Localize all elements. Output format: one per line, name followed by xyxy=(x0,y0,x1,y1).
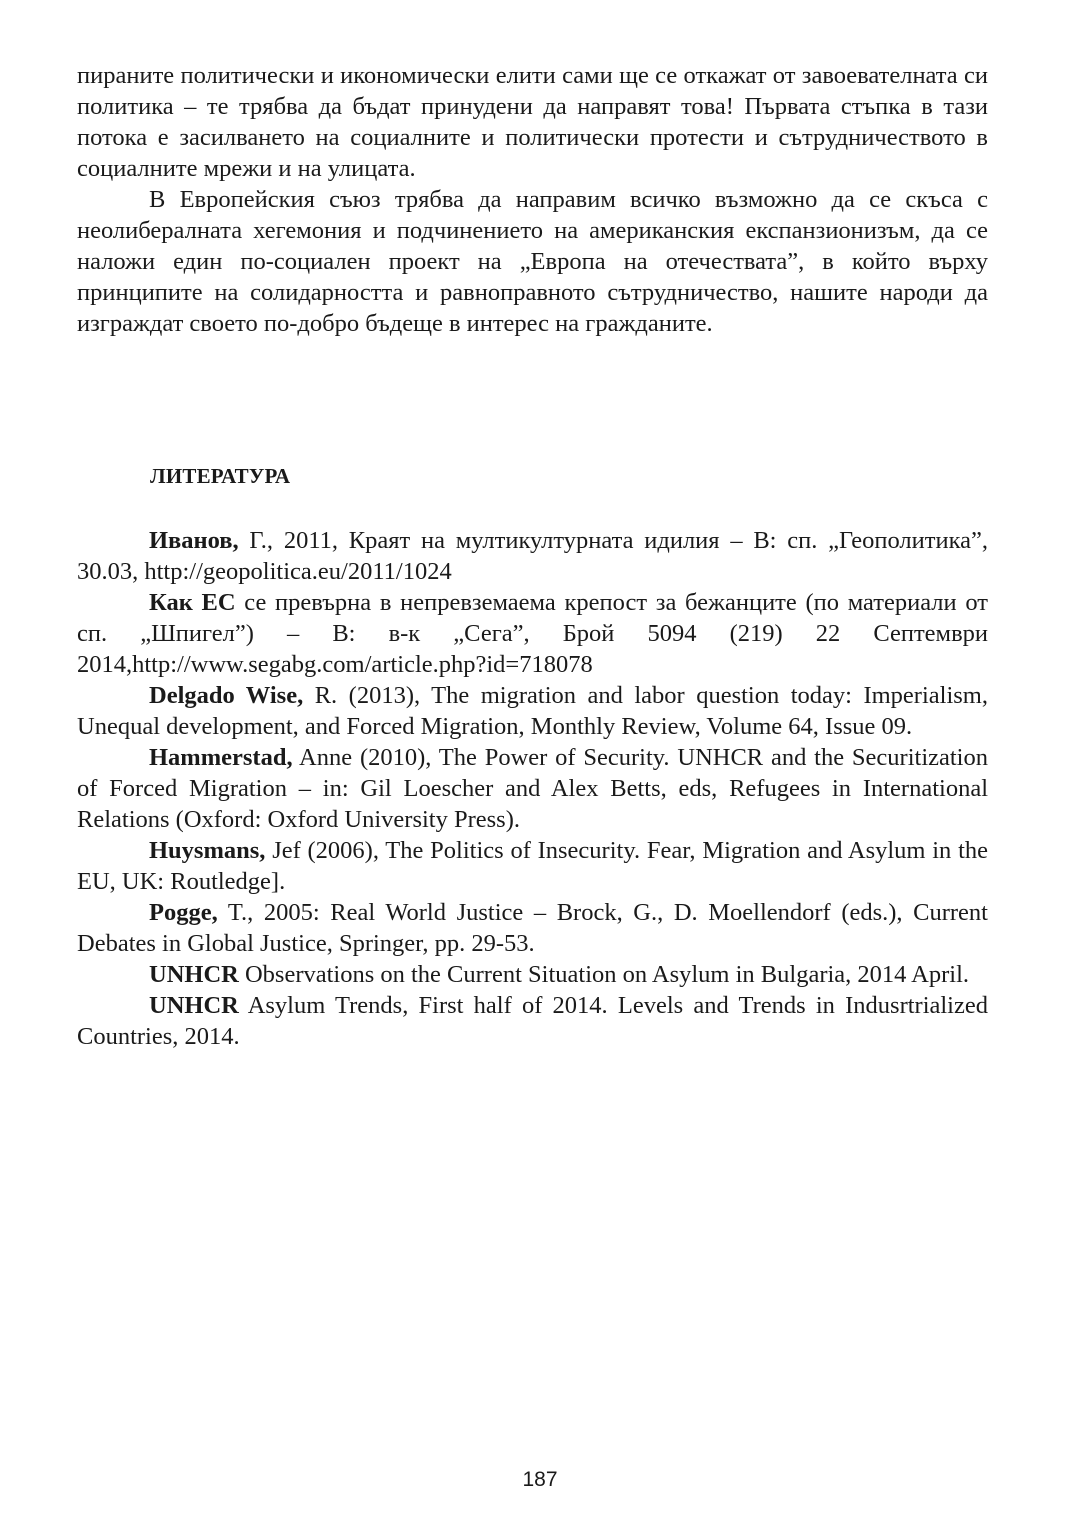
reference-item xyxy=(77,587,988,680)
reference-text: R. (2013), The migration and labor question today: Imperialism, Unequal development, and Forced Migration, Monthly Review, Volume 64, Issue 09. xyxy=(77,682,988,740)
references-heading: ЛИТЕРАТУРА xyxy=(150,464,291,488)
body-text xyxy=(77,60,988,339)
paragraph-eu: В Европейския съюз трябва да направим всичко възможно да се скъса с неолибералната хегемония и подчинението на американския експанзионизъм, да се наложи един по-социален проект на „Европа на отечествата”, в който върху принципите на солидарността и равноправното сътрудничество, нашите народи да изграждат своето по-добро бъдеще в интерес на гражданите. xyxy=(77,186,988,337)
reference-author: Pogge, xyxy=(149,899,218,926)
reference-text: T., 2005: Real World Justice – Brock, G., D. Moellendorf (eds.), Current Debates in Global Justice, Springer, pp. 29-53. xyxy=(77,899,988,957)
reference-item xyxy=(77,742,988,835)
reference-text: Asylum Trends, First half of 2014. Levels and Trends in Indusrtrialized Countries, 2014. xyxy=(77,992,988,1050)
reference-list xyxy=(77,525,988,1052)
reference-item xyxy=(77,525,988,587)
reference-author: Hammerstad, xyxy=(149,744,293,771)
reference-author: Иванов, xyxy=(149,527,239,554)
reference-item xyxy=(77,680,988,742)
reference-item xyxy=(77,959,988,990)
paragraph-continuation: пираните политически и икономически елити сами ще се откажат от завоевателната си политика – те трябва да бъдат принудени да направят това! Първата стъпка в тази потока е засилването на социалните и политически протести и сътрудничеството в социалните мрежи и на улицата. xyxy=(77,62,988,182)
reference-text: се превърна в непревземаема крепост за бежанците (по материали от сп. „Шпигел”) – В: в-к „Сега”, Брой 5094 (219) 22 Септември 2014,http://www.segabg.com/article.php?id=718078 xyxy=(77,589,988,678)
reference-author: Как ЕС xyxy=(149,589,236,616)
reference-author: Delgado Wise, xyxy=(149,682,304,709)
reference-text: Г., 2011, Краят на мултикултурната идилия – В: сп. „Геополитика”, 30.03, http://geopolitica.eu/2011/1024 xyxy=(77,527,988,585)
page-number: 187 xyxy=(522,1468,558,1491)
reference-text: Jef (2006), The Politics of Insecurity. Fear, Migration and Asylum in the EU, UK: Routledge]. xyxy=(77,837,988,895)
reference-text: Anne (2010), The Power of Security. UNHCR and the Securitization of Forced Migration – in: Gil Loescher and Alex Betts, eds, Refugees in International Relations (Oxford: Oxford University Press). xyxy=(77,744,988,833)
reference-author: UNHCR xyxy=(149,961,239,988)
reference-item xyxy=(77,990,988,1052)
reference-item xyxy=(77,897,988,959)
reference-item xyxy=(77,835,988,897)
reference-author: Huysmans, xyxy=(149,837,266,864)
reference-text: Observations on the Current Situation on Asylum in Bulgaria, 2014 April. xyxy=(238,961,970,988)
reference-author: UNHCR xyxy=(149,992,239,1019)
